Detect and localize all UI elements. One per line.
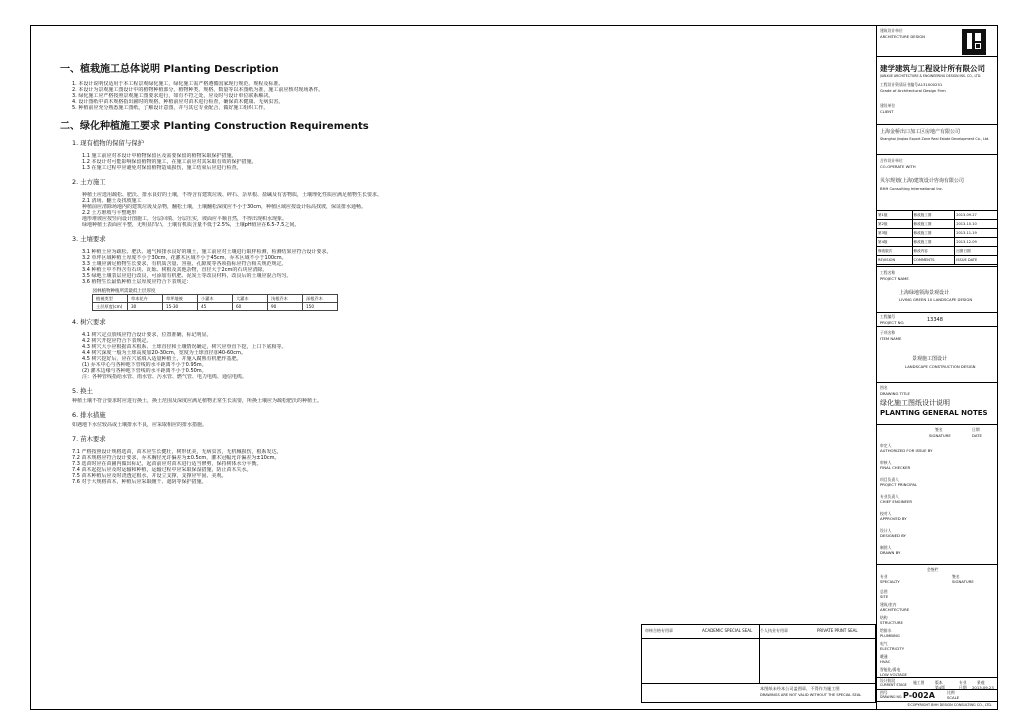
table-header-cell: 浅根乔木 xyxy=(268,295,303,303)
role-label: 项目负责人 xyxy=(880,477,899,482)
table-cell: 150 xyxy=(303,303,338,311)
scale-label-en: SCALE xyxy=(947,695,960,700)
table-caption: 园林植物种植所需最低土层厚度 xyxy=(92,288,156,294)
client-name: 上海金桥出口加工区房地产有限公司 xyxy=(880,129,961,135)
company-logo xyxy=(962,29,986,55)
sheetno-label: 图号 xyxy=(880,690,888,695)
client-label: 建设单位 xyxy=(880,103,896,108)
table-header-cell: 修改版次 xyxy=(877,247,912,256)
item-name-en: LANDSCAPE CONSTRUCTION DESIGN xyxy=(905,364,976,369)
client-block xyxy=(877,125,998,155)
date-header: 日期 xyxy=(972,427,980,432)
private-seal-label: 个人执业专用章 xyxy=(760,628,788,633)
subsection-heading: 1. 现有植物的保留与保护 xyxy=(72,139,145,147)
list-item: 5. 种植前应充分熟悉施工图纸，了解设计意图，并与其它专业配合，做好施工组织工作。 xyxy=(72,105,269,111)
subsection-heading: 4. 树穴要求 xyxy=(72,318,106,326)
sheet-number: P-002A xyxy=(903,691,935,700)
subsection-heading: 5. 换土 xyxy=(72,387,93,395)
cosign-block xyxy=(877,565,998,678)
projno-label: 工程编号 xyxy=(880,314,896,319)
client-name-en: Shanghai Jinqiao Export Zone Real Estate Development Co., Ltd. xyxy=(880,137,990,141)
table-cell: 45 xyxy=(198,303,233,311)
table-cell: 土层厚度(cm) xyxy=(93,303,128,311)
list-item: 2.1 清场、翻土及找坡施工 xyxy=(82,198,142,204)
list-item: (1) 乔木中心与各种地下管线的水平距离不小于0.95m。 xyxy=(82,362,207,368)
cosign-row-en: ARCHITECTURE xyxy=(880,607,910,612)
table-header-row xyxy=(93,295,338,303)
list-item: 4.3 树穴大小应根据苗木根系、土球直径和土壤情况确定，树穴应垂直下挖，上口下底相等。 xyxy=(82,344,287,350)
drawing-label: 图名 xyxy=(880,385,888,390)
section-1-list xyxy=(60,81,850,111)
subsection-body xyxy=(60,449,642,485)
table-header-cell: 深根乔木 xyxy=(303,295,338,303)
table-row xyxy=(877,229,998,238)
scale-label: 比例 xyxy=(947,690,955,695)
project-name: 上海绿地领海景观设计 xyxy=(899,290,950,296)
cosign-row-en: PLUMBING xyxy=(880,633,900,638)
list-item: 3.3 土壤应满足植物生长要求，有机质含量、容重、孔隙度等各项指标应符合相关规范规定。 xyxy=(82,261,287,267)
table-header-cell: 植被类型 xyxy=(93,295,128,303)
list-item: 1.2 本设计对可能影响保留植物的施工，在施工前应对其采取有效的保护措施。 xyxy=(82,159,257,165)
cosign-label: 会签栏 xyxy=(927,567,939,572)
role-label: 审定人 xyxy=(880,443,892,448)
role-label-en: CHIEF ENGINEER xyxy=(880,499,912,504)
list-item: 绿地种植土表面应平整，无明显凹凸，土壤有机质含量不低于2.5%，土壤pH值应在6.5-7.5之间。 xyxy=(82,222,300,228)
list-item: 7.5 苗木种植后应及时浇透定根水，并设立支撑，支撑应牢固、美观。 xyxy=(72,473,227,479)
table-header-cell: REVISION xyxy=(877,256,912,265)
phase-block xyxy=(877,678,998,690)
role-label: 校对人 xyxy=(880,511,892,516)
projno-block xyxy=(877,313,998,327)
table-cell: 2013.11.19 xyxy=(955,229,998,238)
list-item: 4.5 树穴挖好后，应在穴底填入适量种植土，并施入腐熟有机肥作基肥。 xyxy=(82,356,242,362)
table-cell: 15-30 xyxy=(163,303,198,311)
table-header-cell: 修改内容 xyxy=(912,247,955,256)
sign-header: 签名 xyxy=(935,427,943,432)
subsection-heading: 7. 苗木要求 xyxy=(72,435,106,443)
coop-label: 合作设计单位 xyxy=(880,158,903,163)
cosign-col-en: SPECIALTY xyxy=(880,579,900,584)
item-label-en: ITEM NAME xyxy=(880,336,902,341)
sheet-block xyxy=(877,690,998,702)
role-label: 制图人 xyxy=(880,545,892,550)
list-item: 1.3 在施工过程中应避免对保留植物造成损伤，施工结束后应进行检查。 xyxy=(82,165,242,171)
list-item: 3.6 植物生长最低种植土层厚度应符合下表规定： xyxy=(82,279,192,285)
table-header-cell: 草坪地被 xyxy=(163,295,198,303)
project-block xyxy=(877,267,998,313)
specialty-label: 专业 xyxy=(959,680,967,685)
company-cert: 工程设计资质证书编号A131000251 xyxy=(880,82,943,87)
list-item: 4.2 树穴开挖应符合下表规定。 xyxy=(82,338,152,344)
academic-seal-label: ACADEMIC SPECIAL SEAL xyxy=(702,628,753,633)
list-item: 注：各种管线指给水管、雨水管、污水管、燃气管、电力电缆、通信电缆。 xyxy=(82,374,248,380)
table-cell: 修改施工图 xyxy=(912,229,955,238)
cosign-row-en: STRUCTURE xyxy=(880,620,903,625)
role-label-en: AUTHORIZED FOR ISSUE BY xyxy=(880,448,933,453)
coop-name-en: BHH Consulting International Inc. xyxy=(880,186,944,191)
list-item: 1.1 施工前应对本设计中植物保留区及需要保留的植物采取保护措施。 xyxy=(82,153,237,159)
subsection-body xyxy=(60,153,850,171)
role-label-en: DRAWN BY xyxy=(880,550,901,555)
table-header-row xyxy=(877,256,998,265)
list-item: 7.4 苗木起挖后应及时运输和种植，运输过程中应采取保湿措施，防止苗木失水。 xyxy=(72,467,252,473)
project-label: 工程名称 xyxy=(880,270,896,275)
list-item: 地形堆坡应按竖向设计图施工，分层回填、分层压实，坡面应平顺自然，不得出现积水现象。 xyxy=(82,216,288,222)
table-cell: 第3版 xyxy=(877,229,912,238)
seal-note-en: DRAWINGS ARE NOT VALID WITHOUT THE SPECIAL SEAL xyxy=(760,693,862,697)
item-name: 景观施工图设计 xyxy=(912,356,948,362)
coop-label-en: CO-OPERATE WITH xyxy=(880,164,916,169)
cosign-row-en: HVAC xyxy=(880,659,891,664)
revision-block xyxy=(877,211,998,267)
subsection-body xyxy=(60,332,850,380)
company-name: 建学建筑与工程设计所有限公司 xyxy=(880,64,985,73)
table-row xyxy=(877,211,998,220)
list-item: 2.2 土方堆坡与平整地形 xyxy=(82,210,137,216)
cosign-row-en: SITE xyxy=(880,594,889,599)
drawing-title: 绿化施工图纸设计说明 xyxy=(880,399,950,407)
private-seal-label-en: PRIVATE PRINT SEAL xyxy=(817,628,858,633)
cosign-row: 建筑/室内 xyxy=(880,602,897,607)
revision-table xyxy=(877,211,998,265)
table-cell: 2013.09.27 xyxy=(955,211,998,220)
role-label-en: FINAL CHECKER xyxy=(880,465,911,470)
table-header-cell: 大灌木 xyxy=(233,295,268,303)
cosign-row: 电气 xyxy=(880,641,888,646)
role-label: 设计人 xyxy=(880,528,892,533)
cooperate-block xyxy=(877,155,998,211)
notes-content xyxy=(60,60,850,485)
table-row xyxy=(877,238,998,247)
table-header-cell: 草本花卉 xyxy=(128,295,163,303)
drawing-label-en: DRAWING TITLE xyxy=(880,391,910,396)
cosign-row-en: LOW VOLTAGE xyxy=(880,672,907,677)
divider xyxy=(642,683,875,684)
cosign-row-en: ELECTRICITY xyxy=(880,646,905,651)
subsection-heading: 6. 排水措施 xyxy=(72,411,106,419)
list-item: 7.6 对于大规格苗木，种植后应采取缠干、遮阴等保护措施。 xyxy=(72,479,207,485)
list-item: 3.1 种植土应为疏松、肥沃、通气和排水良好的壤土，施工前应对土壤进行取样检测，检测结果应符合设计要求。 xyxy=(82,249,332,255)
list-item: 如遇地下水位较高或土壤排水不良，应采取相应的排水措施。 xyxy=(72,422,208,428)
company-block xyxy=(877,57,998,125)
table-cell: 修改施工图 xyxy=(912,238,955,247)
date-label: 日期 xyxy=(959,685,967,690)
seal-note: 本图纸未经本公司盖图章，不得作为施工图 xyxy=(760,686,840,691)
approval-seal-label: 审核合格专用章 xyxy=(645,628,673,633)
soil-depth-table xyxy=(92,287,338,311)
role-label-en: DESIGNED BY xyxy=(880,533,906,538)
table-header-cell: 小灌木 xyxy=(198,295,233,303)
subsection-heading: 2. 土方施工 xyxy=(72,178,106,186)
table-cell: 第4版 xyxy=(877,238,912,247)
table-cell: 90 xyxy=(268,303,303,311)
cosign-row: 暖通 xyxy=(880,654,888,659)
company-cert-en: Grade of Architectural Design Firm xyxy=(880,88,946,93)
section-1-title: 一、植栽施工总体说明 Planting Description xyxy=(60,64,279,75)
date-header-en: DATE xyxy=(972,433,982,438)
role-label-en: PROJECT PRINCIPAL xyxy=(880,482,918,487)
architect-block xyxy=(877,25,998,57)
list-item: (2) 灌木边缘与各种地下管线的水平距离不小于0.50m。 xyxy=(82,368,207,374)
table-header-cell: COMMENTS xyxy=(912,256,955,265)
architect-label: 建筑设计单位 xyxy=(880,28,903,33)
project-label-en: PROJECT NAME xyxy=(880,276,909,281)
client-label-en: CLIENT xyxy=(880,109,894,114)
role-label: 审核人 xyxy=(880,460,892,465)
list-item: 4. 设计图纸中苗木规格指出圃时的规格，种植前应对苗木进行检查，确保苗木健康、无病虫害。 xyxy=(72,99,284,105)
list-item: 7.2 苗木规格应符合设计要求，乔木胸径允许偏差为±0.5cm，灌木冠幅允许偏差为±10cm。 xyxy=(72,455,280,461)
cosign-row: 智能化/弱电 xyxy=(880,667,901,672)
list-item: 种植土壤不符合要求时应进行换土，换土范围及深度应满足植物正常生长需要，所换土壤应为疏松肥沃的种植土。 xyxy=(72,398,323,404)
signature-block xyxy=(877,425,998,565)
coop-name: 贝尔规划(上海)建筑设计咨询有限公司 xyxy=(880,178,964,184)
section-2-title: 二、绿化种植施工要求 Planting Construction Requirements xyxy=(60,121,369,132)
role-label: 专业负责人 xyxy=(880,494,899,499)
list-item: 3.4 种植土中不得含有石块、瓦砾、树根及其他杂物，直径大于2cm的石块应清除。 xyxy=(82,267,268,273)
table-cell: 修改施工图 xyxy=(912,211,955,220)
subsection-body xyxy=(60,249,850,285)
copyright-block xyxy=(877,702,998,710)
item-label: 子项名称 xyxy=(880,330,896,335)
list-item: 种植土应选用疏松、肥沃、排水良好的土壤，不得含有建筑垃圾、碎石、杂草根、盐碱及有害物质，土壤理化性质应满足植物生长要求。 xyxy=(82,192,383,198)
phase-label-en: CURRENT STAGE xyxy=(880,683,907,687)
table-header-cell: 出图日期 xyxy=(955,247,998,256)
sign-header-en: SIGNATURE xyxy=(929,433,951,438)
list-item: 1. 本设计说明仅适用于本工程景观绿化施工，绿化施工需严格遵循国家现行规范、规程及标准。 xyxy=(72,81,284,87)
list-item: 7.1 严格按照设计规格选苗，苗木应生长健壮，树形优美，无病虫害，无机械损伤，根系发达。 xyxy=(72,449,282,455)
list-item: 2. 本设计为景观施工图设计中的植物种植部分，植物种类、规格、数量等以本图纸为准，施工前应核对现场条件。 xyxy=(72,87,324,93)
drawing-title-block xyxy=(877,383,998,425)
cosign-col: 专业 xyxy=(880,574,888,579)
table-header-cell: ISSUE DATE xyxy=(955,256,998,265)
architect-label-en: ARCHITECTURE DESIGN xyxy=(880,34,926,39)
project-name-en: LIVING GREEN 10 LANDSCAPE DESIGN xyxy=(899,297,973,302)
version-value: 第4版 xyxy=(935,685,946,690)
table-cell: 第1版 xyxy=(877,211,912,220)
cosign-row: 结构 xyxy=(880,615,888,620)
table-cell: 60 xyxy=(233,303,268,311)
list-item: 种植前应清除场地内的建筑垃圾及杂物，翻松土壤，土壤翻松深度应不小于30cm，种植区域应按设计标高找坡，保证排水通畅。 xyxy=(82,204,366,210)
list-item: 3.2 草坪区域种植土厚度不小于30cm，花灌木区域不小于45cm，乔木区域不小于100cm。 xyxy=(82,255,287,261)
divider xyxy=(759,625,760,683)
table-cell: 30 xyxy=(128,303,163,311)
specialty-value: 景观 xyxy=(977,680,985,685)
company-name-en: JIANXUE ARCHITECTURE & ENGINEERING DESIGN INS. CO., LTD. xyxy=(880,74,982,78)
table-cell: 第2版 xyxy=(877,220,912,229)
subsection-heading: 3. 土壤要求 xyxy=(72,235,106,243)
date-value: 2013.09.23 xyxy=(972,685,994,690)
table-cell: 2013.10.10 xyxy=(955,220,998,229)
table-header-row xyxy=(877,247,998,256)
item-block xyxy=(877,327,998,383)
role-label-en: APPROVED BY xyxy=(880,516,907,521)
list-item: 4.4 树穴深度一般为土球高度加20-30cm，宽度为土球直径加40-60cm。 xyxy=(82,350,246,356)
title-block xyxy=(876,25,998,710)
table-cell: 修改施工图 xyxy=(912,220,955,229)
table-row xyxy=(877,220,998,229)
cosign-col: 签名 xyxy=(952,574,960,579)
copyright: ©COPYRIGHT BHH DESIGN CONSULTING CO., LTD. xyxy=(907,703,993,707)
list-item: 7.3 选苗时应在苗圃内做出标记，起苗前应对苗木进行适当修剪，保持树体水分平衡。 xyxy=(72,461,262,467)
version-label: 版本 xyxy=(935,680,943,685)
table-cell: 2013.12.09 xyxy=(955,238,998,247)
drawing-title-en: PLANTING GENERAL NOTES xyxy=(880,409,988,417)
list-item: 3.5 绿地土壤表层应进行改良，可添加有机肥、泥炭土等改良材料，改良后的土壤应混合均匀。 xyxy=(82,273,292,279)
subsection-body xyxy=(60,192,850,228)
list-item: 3. 绿化施工应严格按照景观施工图要求进行，如有不符之处，应及时与设计单位联系解决。 xyxy=(72,93,274,99)
cosign-row: 给排水 xyxy=(880,628,892,633)
seal-box xyxy=(641,624,876,703)
cosign-row: 总图 xyxy=(880,589,888,594)
phase-label: 设计阶段 xyxy=(880,678,896,683)
project-number: 13348 xyxy=(927,317,943,323)
sheetno-label-en: DRAWING NO. xyxy=(880,695,903,699)
phase-value: 施工图 xyxy=(913,680,925,685)
list-item: 4.1 树穴定点放线应符合设计要求，位置准确，标记明显。 xyxy=(82,332,212,338)
cosign-col-en: SIGNATURE xyxy=(952,579,974,584)
table-row xyxy=(93,303,338,311)
projno-label-en: PROJECT NO. xyxy=(880,320,905,325)
